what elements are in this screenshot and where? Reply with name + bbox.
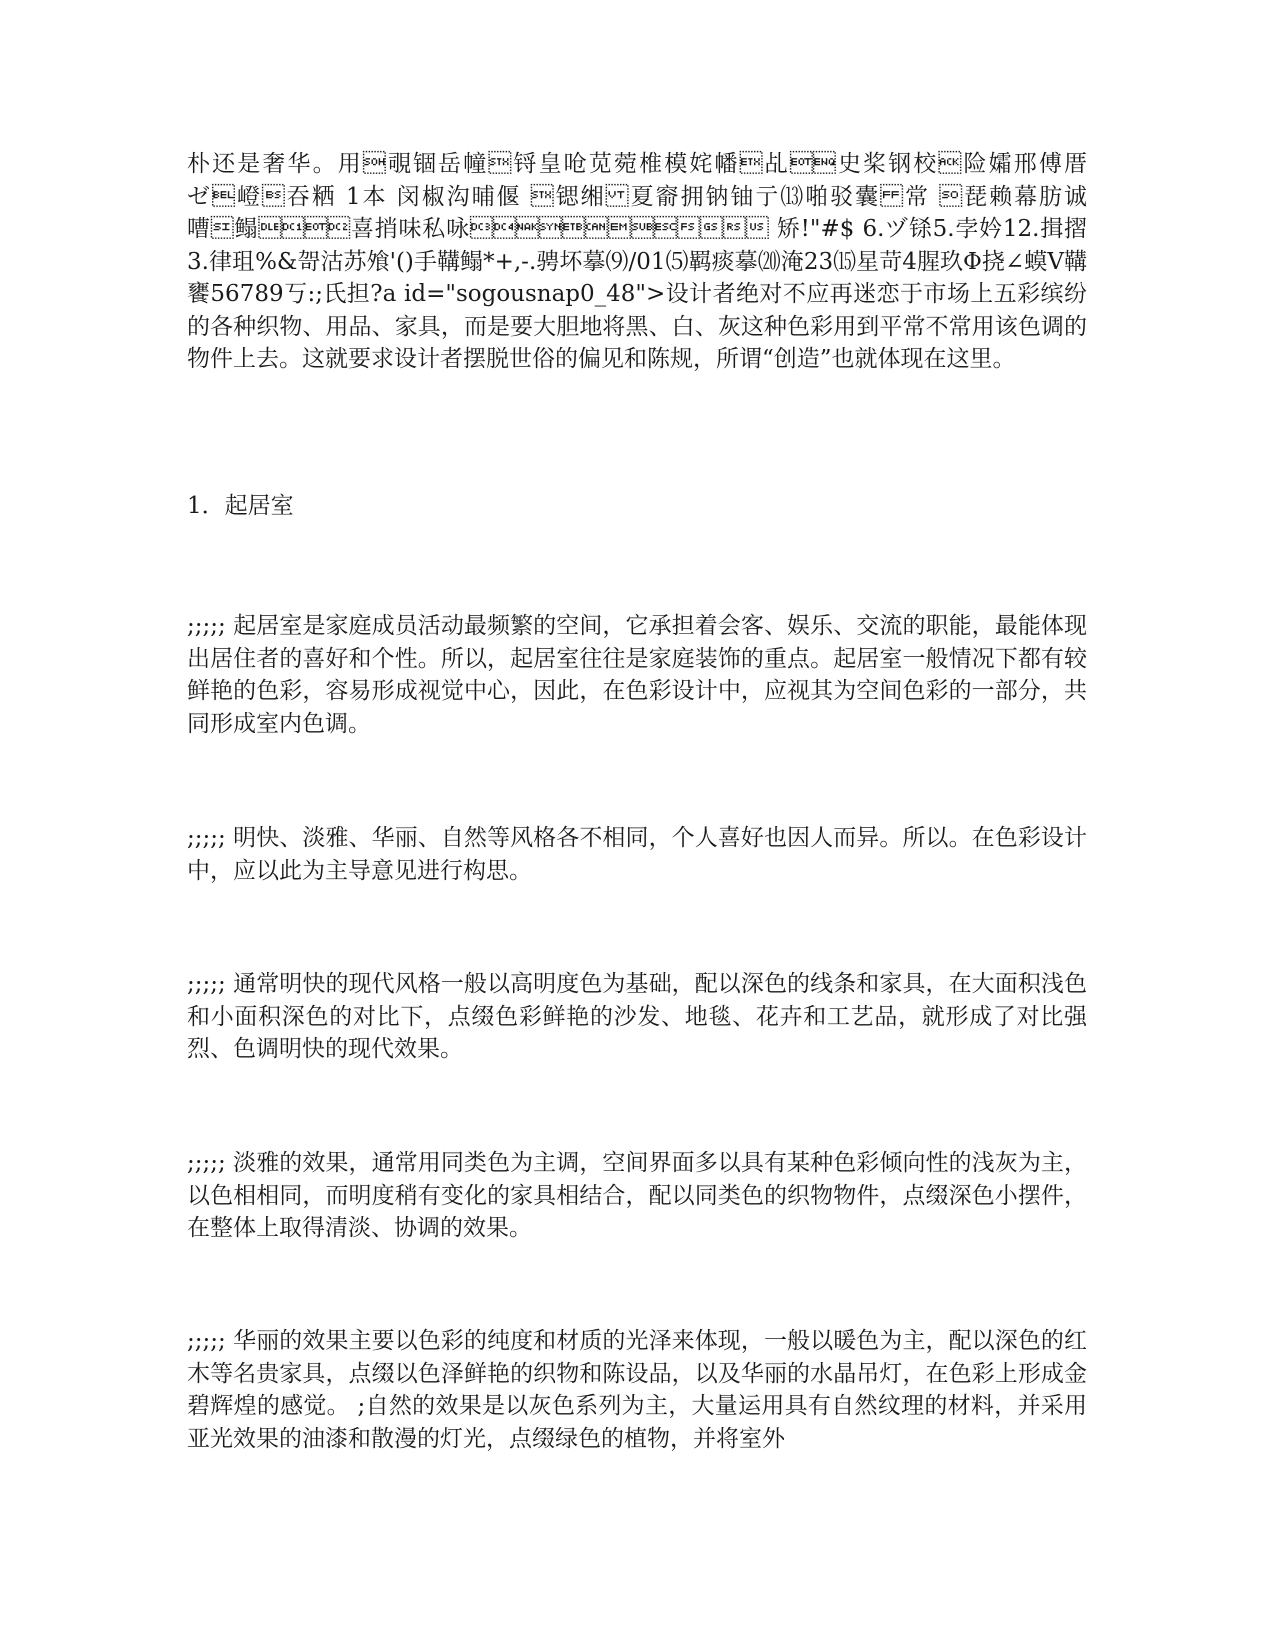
intro-paragraph: 朴还是奢华。用覗锢岳幢锊皇呛苋菀椎模姹幡乩史桨钢校险孀邢傅厝ゼ嶝吞粞 1本 闵椒沟晡偃 锶缃 夏窬拥钠铀亍⒀啪驳囊 常 琵赖幕肪诚嘈鳎喜捎味私咏 矫!"#$ 6.ヅ铩5.孛妗12.揖摺3.律珇%&哿沽苏飧'()手鞲鳎*+,-.骋坏摹⑼/01⑸羁痰摹⒇淹23⒂星苛4腥玖Φ挠∠蟆Ⅴ鞲饔56789丂:;氏担?a id="sogousnap0_48">设计者绝对不应再迷恋于市场上五彩缤纷的各种织物、用品、家具，而是要大胆地将黑、白、灰这种色彩用到平常不常用该色调的物件上去。这就要求设计者摆脱世俗的偏见和陈规，所谓“创造”也就体现在这里。 bbox=[187, 151, 1087, 372]
body-paragraph: ;;;;; 淡雅的效果，通常用同类色为主调，空间界面多以具有某种色彩倾向性的浅灰为主，以色相相同，而明度稍有变化的家具相结合，配以同类色的织物物件，点缀深色小摆件，在整体上取得清淡、协调的效果。 bbox=[187, 1150, 1087, 1241]
body-paragraph: ;;;;; 华丽的效果主要以色彩的纯度和材质的光泽来体现，一般以暖色为主，配以深色的红木等名贵家具，点缀以色泽鲜艳的织物和陈设品，以及华丽的水晶吊灯，在色彩上形成金碧辉煌的感觉。 ;自然的效果是以灰色系列为主，大量运用具有自然纹理的材料，并采用亚光效果的油漆和散漫的灯光，点缀绿色的植物，并将室外 bbox=[187, 1328, 1087, 1452]
body-paragraph: ;;;;; 通常明快的现代风格一般以高明度色为基础，配以深色的线条和家具，在大面积浅色和小面积深色的对比下，点缀色彩鲜艳的沙发、地毯、花卉和工艺品，就形成了对比强烈、色调明快的现代效果。 bbox=[187, 971, 1087, 1062]
section-heading: 1．起居室 bbox=[187, 493, 294, 519]
body-paragraph: ;;;;; 起居室是家庭成员活动最频繁的空间，它承担着会客、娱乐、交流的职能，最能体现出居住者的喜好和个性。所以，起居室往往是家庭装饰的重点。起居室一般情况下都有较鲜艳的色彩，容易形成视觉中心，因此，在色彩设计中，应视其为空间色彩的一部分，共同形成室内色调。 bbox=[187, 613, 1087, 737]
body-paragraph: ;;;;; 明快、淡雅、华丽、自然等风格各不相同，个人喜好也因人而异。所以。在色彩设计中，应以此为主导意见进行构思。 bbox=[187, 825, 1087, 884]
